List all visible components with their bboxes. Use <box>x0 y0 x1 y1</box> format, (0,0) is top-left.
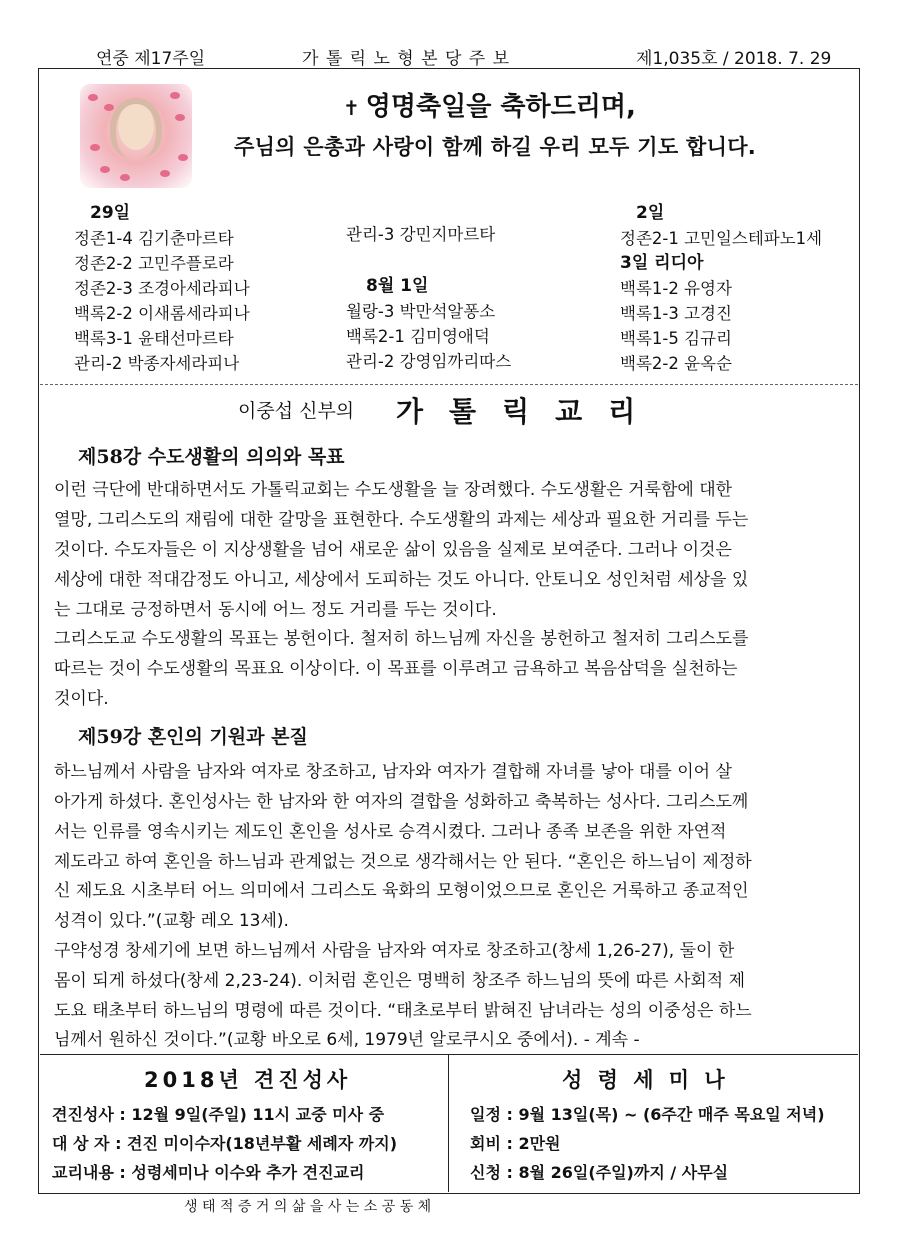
paragraph-line: 세상에 대한 적대감정도 아니고, 세상에서 도피하는 것도 아니다. 안토니오 성인처럼 세상을 있 <box>54 570 749 590</box>
paragraph-line: 서는 인류를 영속시키는 제도인 혼인을 성사로 승격시켰다. 그러나 종족 보존을 위한 자연적 <box>54 822 727 842</box>
paragraph-line: 몸이 되게 하셨다(창세 2,23-24). 이처럼 혼인은 명백히 창조주 하느님의 뜻에 따른 사회적 제 <box>54 971 746 991</box>
day-29-label: 29일 <box>90 203 131 223</box>
paragraph-line: 구약성경 창세기에 보면 하느님께서 사람을 남자와 여자로 창조하고(창세 1,26-27), 둘이 한 <box>54 941 735 961</box>
catechism-author: 이중섭 신부의 <box>238 400 355 422</box>
lesson-58-title: 제58강 수도생활의 의의와 목표 <box>78 446 345 468</box>
day-3-label: 3일 리디아 <box>620 253 704 273</box>
day-2-label: 2일 <box>636 203 665 223</box>
seminar-row: 일정 : 9월 13일(목) ~ (6주간 매주 목요일 저녁) <box>470 1105 825 1124</box>
header-week: 연중 제17주일 <box>96 49 206 69</box>
lesson-59-title: 제59강 혼인의 기원과 본질 <box>78 726 308 748</box>
box-divider <box>40 1054 858 1055</box>
list-item: 관리-2 강영임까리따스 <box>346 352 512 371</box>
paragraph-line: 것이다. <box>54 689 109 709</box>
feast-greeting-subtitle: 주님의 은총과 사랑이 함께 하길 우리 모두 기도 합니다. <box>234 135 757 159</box>
list-item: 정존2-1 고민일스테파노1세 <box>620 229 823 248</box>
header-issue-date: 제1,035호 / 2018. 7. 29 <box>636 49 832 69</box>
box-separator <box>448 1054 449 1192</box>
seminar-title: 성 령 세 미 나 <box>562 1068 729 1092</box>
list-item: 백록2-2 이새롬세라피나 <box>74 304 250 323</box>
seminar-row: 회비 : 2만원 <box>470 1134 561 1153</box>
list-item: 백록2-2 윤옥순 <box>620 354 732 373</box>
paragraph-line: 도요 태초부터 하느님의 명령에 따른 것이다. “태초로부터 밝혀진 남녀라는 성의 이중성은 하느 <box>54 1001 752 1021</box>
confirmation-title: 2018년 견진성사 <box>144 1068 352 1092</box>
paragraph-line: 신 제도요 시초부터 어느 의미에서 그리스도 육화의 모형이었으므로 혼인은 거룩하고 종교적인 <box>54 881 749 901</box>
seminar-row: 신청 : 8월 26일(주일)까지 / 사무실 <box>470 1163 729 1182</box>
list-item: 정존2-3 조경아세라피나 <box>74 279 250 298</box>
list-item: 백록1-2 유영자 <box>620 279 732 298</box>
list-item: 백록1-3 고경진 <box>620 304 732 323</box>
list-item: 정존2-2 고민주플로라 <box>74 254 234 273</box>
footer-motto: 생 태 적 증 거 의 삶 을 사 는 소 공 동 체 <box>184 1199 432 1215</box>
paragraph-line: 제도라고 하여 혼인을 하느님과 관계없는 것으로 생각해서는 안 된다. “혼인은 하느님이 제정하 <box>54 852 752 872</box>
list-item: 백록3-1 윤태선마르타 <box>74 329 234 348</box>
header-bulletin-title: 가 톨 릭 노 형 본 당 주 보 <box>302 49 511 69</box>
confirmation-row: 대 상 자 : 견진 미이수자(18년부활 세례자 까지) <box>52 1134 398 1153</box>
section-divider <box>40 384 858 385</box>
list-item: 월랑-3 박만석알퐁소 <box>346 302 496 321</box>
list-item: 관리-2 박종자세라피나 <box>74 354 240 373</box>
catechism-title: 가톨릭교리 <box>396 395 662 428</box>
day-aug1-label: 8월 1일 <box>366 276 429 296</box>
paragraph-line: 성격이 있다.”(교황 레오 13세). <box>54 911 289 931</box>
confirmation-row: 견진성사 : 12월 9일(주일) 11시 교중 미사 중 <box>52 1105 385 1124</box>
list-item: 백록1-5 김규리 <box>620 329 732 348</box>
confirmation-row: 교리내용 : 성령세미나 이수와 추가 견진교리 <box>52 1163 365 1182</box>
list-item: 관리-3 강민지마르타 <box>346 225 496 244</box>
list-item: 정존1-4 김기춘마르타 <box>74 229 234 248</box>
paragraph-line: 그리스도교 수도생활의 목표는 봉헌이다. 철저히 하느님께 자신을 봉헌하고 철저히 그리스도를 <box>54 629 749 649</box>
cross-icon: ✝ <box>343 96 360 120</box>
feast-greeting-title: ✝ 영명축일을 축하드리며, <box>343 92 636 122</box>
paragraph-line: 따르는 것이 수도생활의 목표요 이상이다. 이 목표를 이루려고 금욕하고 복음삼덕을 실천하는 <box>54 659 738 679</box>
list-item: 백록2-1 김미영애덕 <box>346 327 490 346</box>
paragraph-line: 아가게 하셨다. 혼인성사는 한 남자와 한 여자의 결합을 성화하고 축복하는 성사다. 그리스도께 <box>54 792 749 812</box>
paragraph-line: 님께서 원하신 것이다.”(교황 바오로 6세, 1979년 알로쿠시오 중에서). - 계속 - <box>54 1030 640 1050</box>
paragraph-line: 하느님께서 사람을 남자와 여자로 창조하고, 남자와 여자가 결합해 자녀를 낳아 대를 이어 살 <box>54 762 732 782</box>
saint-portrait-image <box>80 84 192 188</box>
paragraph-line: 이런 극단에 반대하면서도 가톨릭교회는 수도생활을 늘 장려했다. 수도생활은 거룩함에 대한 <box>54 480 733 500</box>
paragraph-line: 것이다. 수도자들은 이 지상생활을 넘어 새로운 삶이 있음을 실제로 보여준다. 그러나 이것은 <box>54 540 732 560</box>
paragraph-line: 는 그대로 긍정하면서 동시에 어느 정도 거리를 두는 것이다. <box>54 600 497 620</box>
paragraph-line: 열망, 그리스도의 재림에 대한 갈망을 표현한다. 수도생활의 과제는 세상과 필요한 거리를 두는 <box>54 510 749 530</box>
